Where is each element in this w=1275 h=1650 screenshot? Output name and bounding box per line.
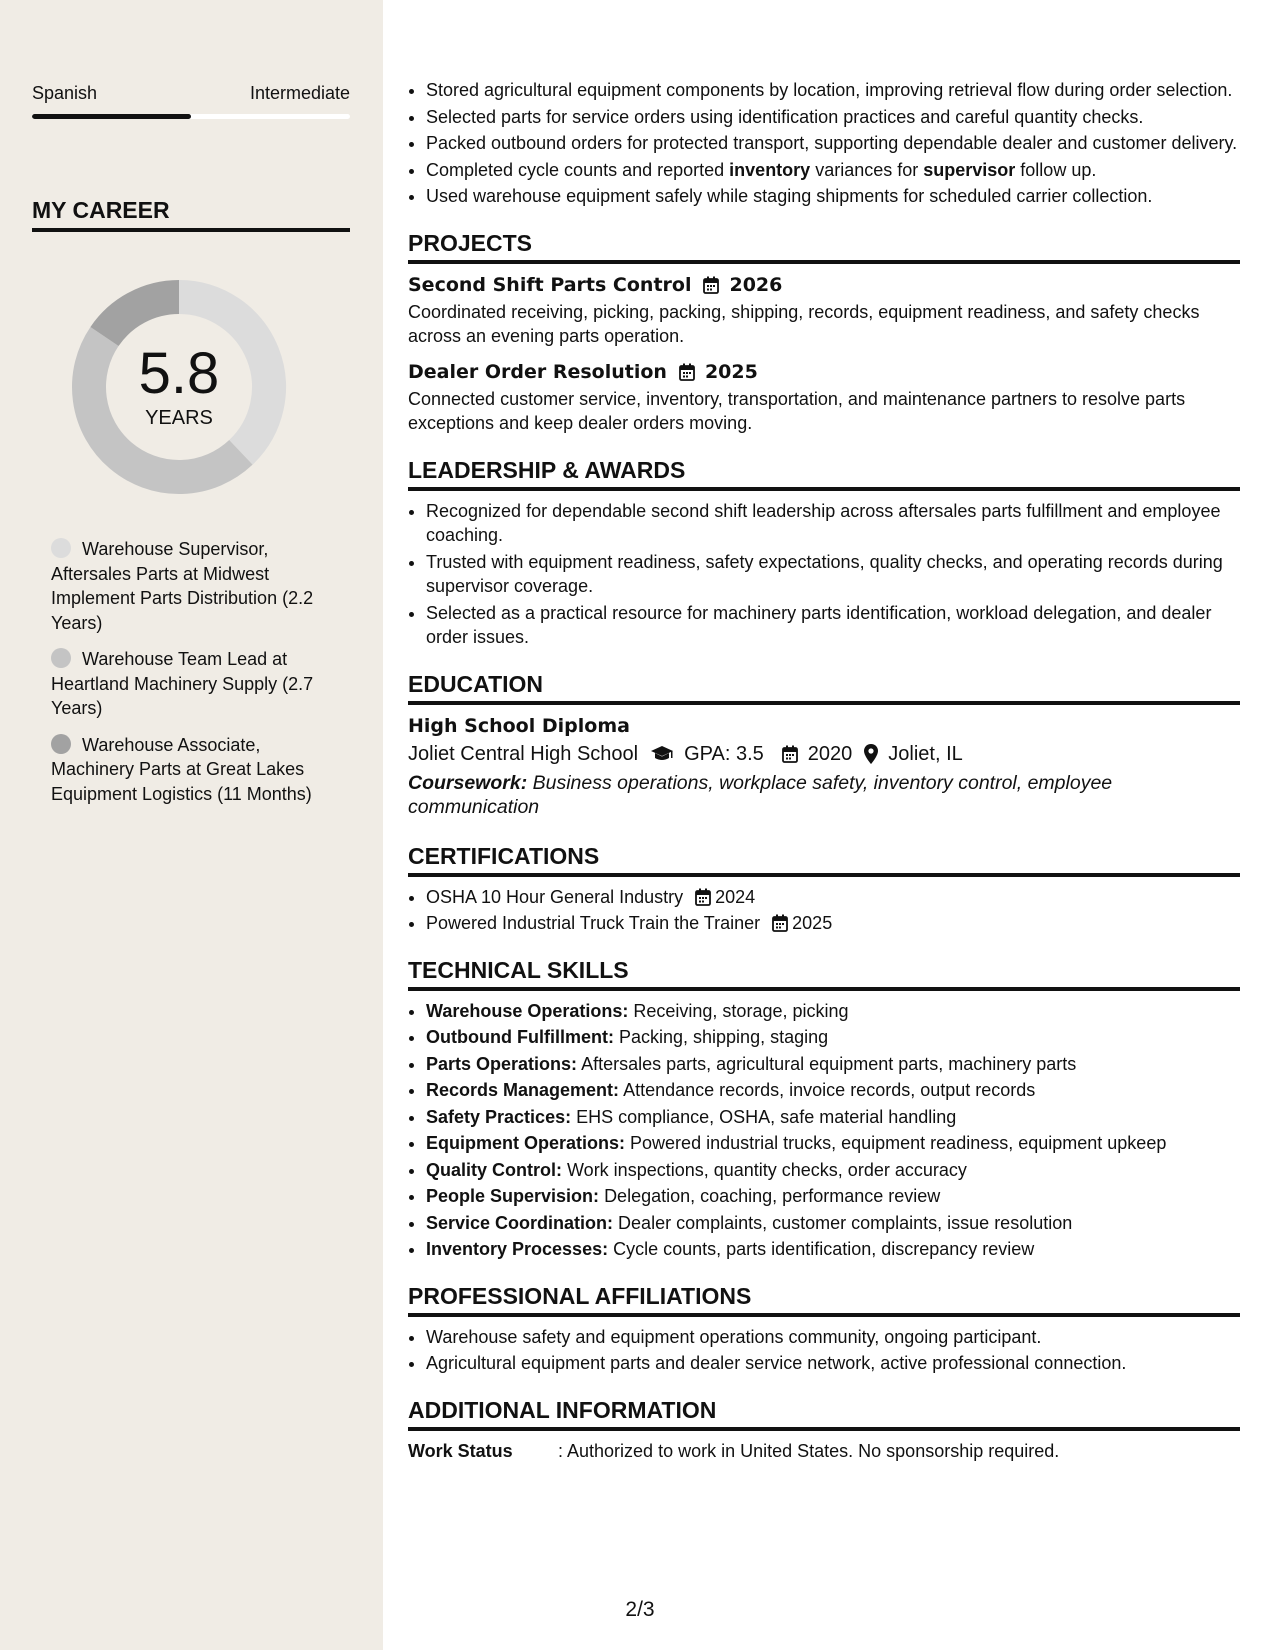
donut-center bbox=[66, 274, 292, 500]
certification-year: 2025 bbox=[792, 913, 833, 933]
section-title-certifications: CERTIFICATIONS bbox=[408, 842, 1240, 877]
career-dot bbox=[51, 538, 71, 558]
skill-label: Parts Operations: bbox=[426, 1053, 578, 1074]
experience-bullet: • Used warehouse equipment safely while staging shipments for scheduled carrier collection. bbox=[426, 184, 1240, 209]
skill-label: Records Management: bbox=[426, 1080, 620, 1100]
experience-bullet: • Selected parts for service orders using identification practices and careful quantity checks. bbox=[426, 105, 1240, 130]
bullet-bold: supervisor bbox=[923, 159, 1016, 180]
graduation-cap-icon bbox=[650, 745, 674, 763]
leadership-list bbox=[408, 499, 1240, 650]
certifications-section bbox=[408, 842, 1240, 936]
bullet-text: Completed cycle counts and reported bbox=[426, 159, 730, 180]
project-title bbox=[408, 272, 1240, 298]
skills-list bbox=[408, 999, 1240, 1262]
certifications-list bbox=[408, 885, 1240, 936]
career-text: Warehouse Associate, Machinery Parts at Great Lakes Equipment Logistics (11 Months) bbox=[51, 734, 312, 804]
skill-value: Aftersales parts, agricultural equipment parts, machinery parts bbox=[581, 1053, 1077, 1074]
certification-name: Powered Industrial Truck Train the Trainer bbox=[426, 913, 761, 933]
skills-section bbox=[408, 956, 1240, 1262]
bullet-text: follow up. bbox=[1015, 159, 1097, 180]
affiliations-list bbox=[408, 1325, 1240, 1376]
calendar-icon bbox=[679, 363, 695, 381]
experience-bullets bbox=[408, 78, 1240, 209]
coursework bbox=[408, 771, 1240, 820]
skill-label: People Supervision: bbox=[426, 1186, 600, 1206]
project-description: Coordinated receiving, picking, packing, shipping, records, equipment readiness, and safety checks across an evening parts operation. bbox=[408, 301, 1200, 346]
skill-value: Packing, shipping, staging bbox=[618, 1027, 829, 1047]
skill-label: Warehouse Operations: bbox=[426, 1000, 629, 1021]
section-title-additional: ADDITIONAL INFORMATION bbox=[408, 1396, 1240, 1431]
total-years-value: 5.8 bbox=[138, 341, 220, 406]
project-year: 2026 bbox=[729, 273, 783, 296]
leadership-section bbox=[408, 456, 1240, 650]
work-status-value: : Authorized to work in United States. No sponsorship required. bbox=[558, 1440, 1060, 1461]
section-title-projects: PROJECTS bbox=[408, 229, 1240, 264]
career-item bbox=[51, 733, 331, 807]
project-name: Dealer Order Resolution bbox=[408, 360, 667, 383]
skill-item bbox=[426, 1158, 1240, 1183]
language-row bbox=[32, 82, 350, 104]
section-title-affiliations: PROFESSIONAL AFFILIATIONS bbox=[408, 1282, 1240, 1317]
sidebar bbox=[0, 0, 383, 1650]
skill-item bbox=[426, 1211, 1240, 1236]
location-pin-icon bbox=[864, 744, 878, 764]
language-proficiency-bar bbox=[32, 114, 350, 119]
affiliation-item: • Agricultural equipment parts and dealer service network, active professional connection. bbox=[426, 1351, 1240, 1376]
section-title-education: EDUCATION bbox=[408, 670, 1240, 705]
skill-value: Attendance records, invoice records, output records bbox=[623, 1080, 1036, 1100]
calendar-icon bbox=[695, 888, 711, 906]
project-description: Connected customer service, inventory, transportation, and maintenance partners to resolve parts exceptions and keep dealer orders moving. bbox=[408, 388, 1186, 433]
certification-item bbox=[426, 911, 1240, 936]
skill-value: Delegation, coaching, performance review bbox=[604, 1186, 941, 1206]
total-years-unit: YEARS bbox=[145, 407, 213, 429]
calendar-icon bbox=[772, 914, 788, 932]
skill-value: Dealer complaints, customer complaints, issue resolution bbox=[618, 1212, 1073, 1233]
skill-item bbox=[426, 999, 1240, 1024]
project-title bbox=[408, 359, 1240, 385]
education-section bbox=[408, 670, 1240, 820]
career-dot bbox=[51, 734, 71, 754]
bullet-bold: inventory bbox=[729, 159, 811, 180]
skill-item bbox=[426, 1105, 1240, 1130]
affiliation-item: • Warehouse safety and equipment operations community, ongoing participant. bbox=[426, 1325, 1240, 1350]
career-list bbox=[51, 537, 331, 818]
leadership-item: • Recognized for dependable second shift leadership across aftersales parts fulfillment and employee coaching. bbox=[426, 499, 1240, 548]
skill-label: Safety Practices: bbox=[426, 1106, 572, 1127]
coursework-text: Business operations, workplace safety, inventory control, employee communication bbox=[408, 771, 1113, 818]
skill-item bbox=[426, 1237, 1240, 1262]
experience-bullet: • Stored agricultural equipment components by location, improving retrieval flow during order selection. bbox=[426, 78, 1240, 103]
project-year: 2025 bbox=[704, 360, 758, 383]
bullet-text: variances for bbox=[810, 159, 924, 180]
section-title-skills: TECHNICAL SKILLS bbox=[408, 956, 1240, 991]
additional-section bbox=[408, 1396, 1240, 1464]
leadership-item: • Selected as a practical resource for machinery parts identification, workload delegation, and dealer order issues. bbox=[426, 601, 1240, 650]
work-status-label: Work Status bbox=[408, 1440, 513, 1461]
skill-label: Outbound Fulfillment: bbox=[426, 1027, 614, 1047]
calendar-icon bbox=[703, 276, 719, 294]
language-proficiency-fill bbox=[32, 114, 191, 119]
school-location: Joliet, IL bbox=[888, 742, 963, 765]
skill-label: Inventory Processes: bbox=[426, 1239, 609, 1259]
career-item bbox=[51, 537, 331, 635]
career-heading: MY CAREER bbox=[32, 196, 350, 232]
leadership-item: • Trusted with equipment readiness, safety expectations, quality checks, and operating records during supervisor coverage. bbox=[426, 550, 1240, 599]
skill-item bbox=[426, 1131, 1240, 1156]
language-level: Intermediate bbox=[249, 83, 350, 103]
experience-bullet bbox=[426, 158, 1240, 183]
main-content bbox=[408, 78, 1240, 1463]
career-donut-chart bbox=[66, 274, 292, 500]
skill-value: Cycle counts, parts identification, discrepancy review bbox=[613, 1239, 1035, 1259]
affiliations-section bbox=[408, 1282, 1240, 1376]
skill-item bbox=[426, 1052, 1240, 1077]
career-item bbox=[51, 647, 331, 721]
degree: High School Diploma bbox=[408, 714, 630, 737]
skill-value: Powered industrial trucks, equipment readiness, equipment upkeep bbox=[630, 1133, 1167, 1153]
skill-item bbox=[426, 1025, 1240, 1050]
skill-value: EHS compliance, OSHA, safe material handling bbox=[576, 1106, 957, 1127]
certification-item bbox=[426, 885, 1240, 910]
experience-bullet: • Packed outbound orders for protected transport, supporting dependable dealer and customer delivery. bbox=[426, 131, 1240, 156]
education-details bbox=[408, 739, 1240, 769]
skill-value: Work inspections, quantity checks, order accuracy bbox=[567, 1159, 967, 1180]
project-name: Second Shift Parts Control bbox=[408, 273, 692, 296]
career-text: Warehouse Supervisor, Aftersales Parts at Midwest Implement Parts Distribution (2.2 Years) bbox=[51, 539, 314, 633]
certification-name: OSHA 10 Hour General Industry bbox=[426, 886, 684, 907]
projects-section bbox=[408, 229, 1240, 436]
career-dot bbox=[51, 648, 71, 668]
gpa: GPA: 3.5 bbox=[684, 742, 764, 765]
page-number: 2/3 bbox=[625, 1598, 655, 1621]
school-name: Joliet Central High School bbox=[408, 742, 639, 765]
skill-label: Quality Control: bbox=[426, 1159, 562, 1180]
coursework-label: Coursework: bbox=[408, 771, 528, 794]
skill-value: Receiving, storage, picking bbox=[633, 1000, 849, 1021]
calendar-icon bbox=[782, 745, 798, 763]
skill-item bbox=[426, 1078, 1240, 1103]
section-title-leadership: LEADERSHIP & AWARDS bbox=[408, 456, 1240, 491]
skill-label: Service Coordination: bbox=[426, 1212, 614, 1233]
certification-year: 2024 bbox=[715, 886, 756, 907]
graduation-year: 2020 bbox=[807, 742, 853, 765]
work-status-row bbox=[408, 1439, 1240, 1464]
career-text: Warehouse Team Lead at Heartland Machinery Supply (2.7 Years) bbox=[51, 649, 314, 718]
skill-item bbox=[426, 1184, 1240, 1209]
skill-label: Equipment Operations: bbox=[426, 1133, 626, 1153]
language-name: Spanish bbox=[32, 83, 98, 103]
